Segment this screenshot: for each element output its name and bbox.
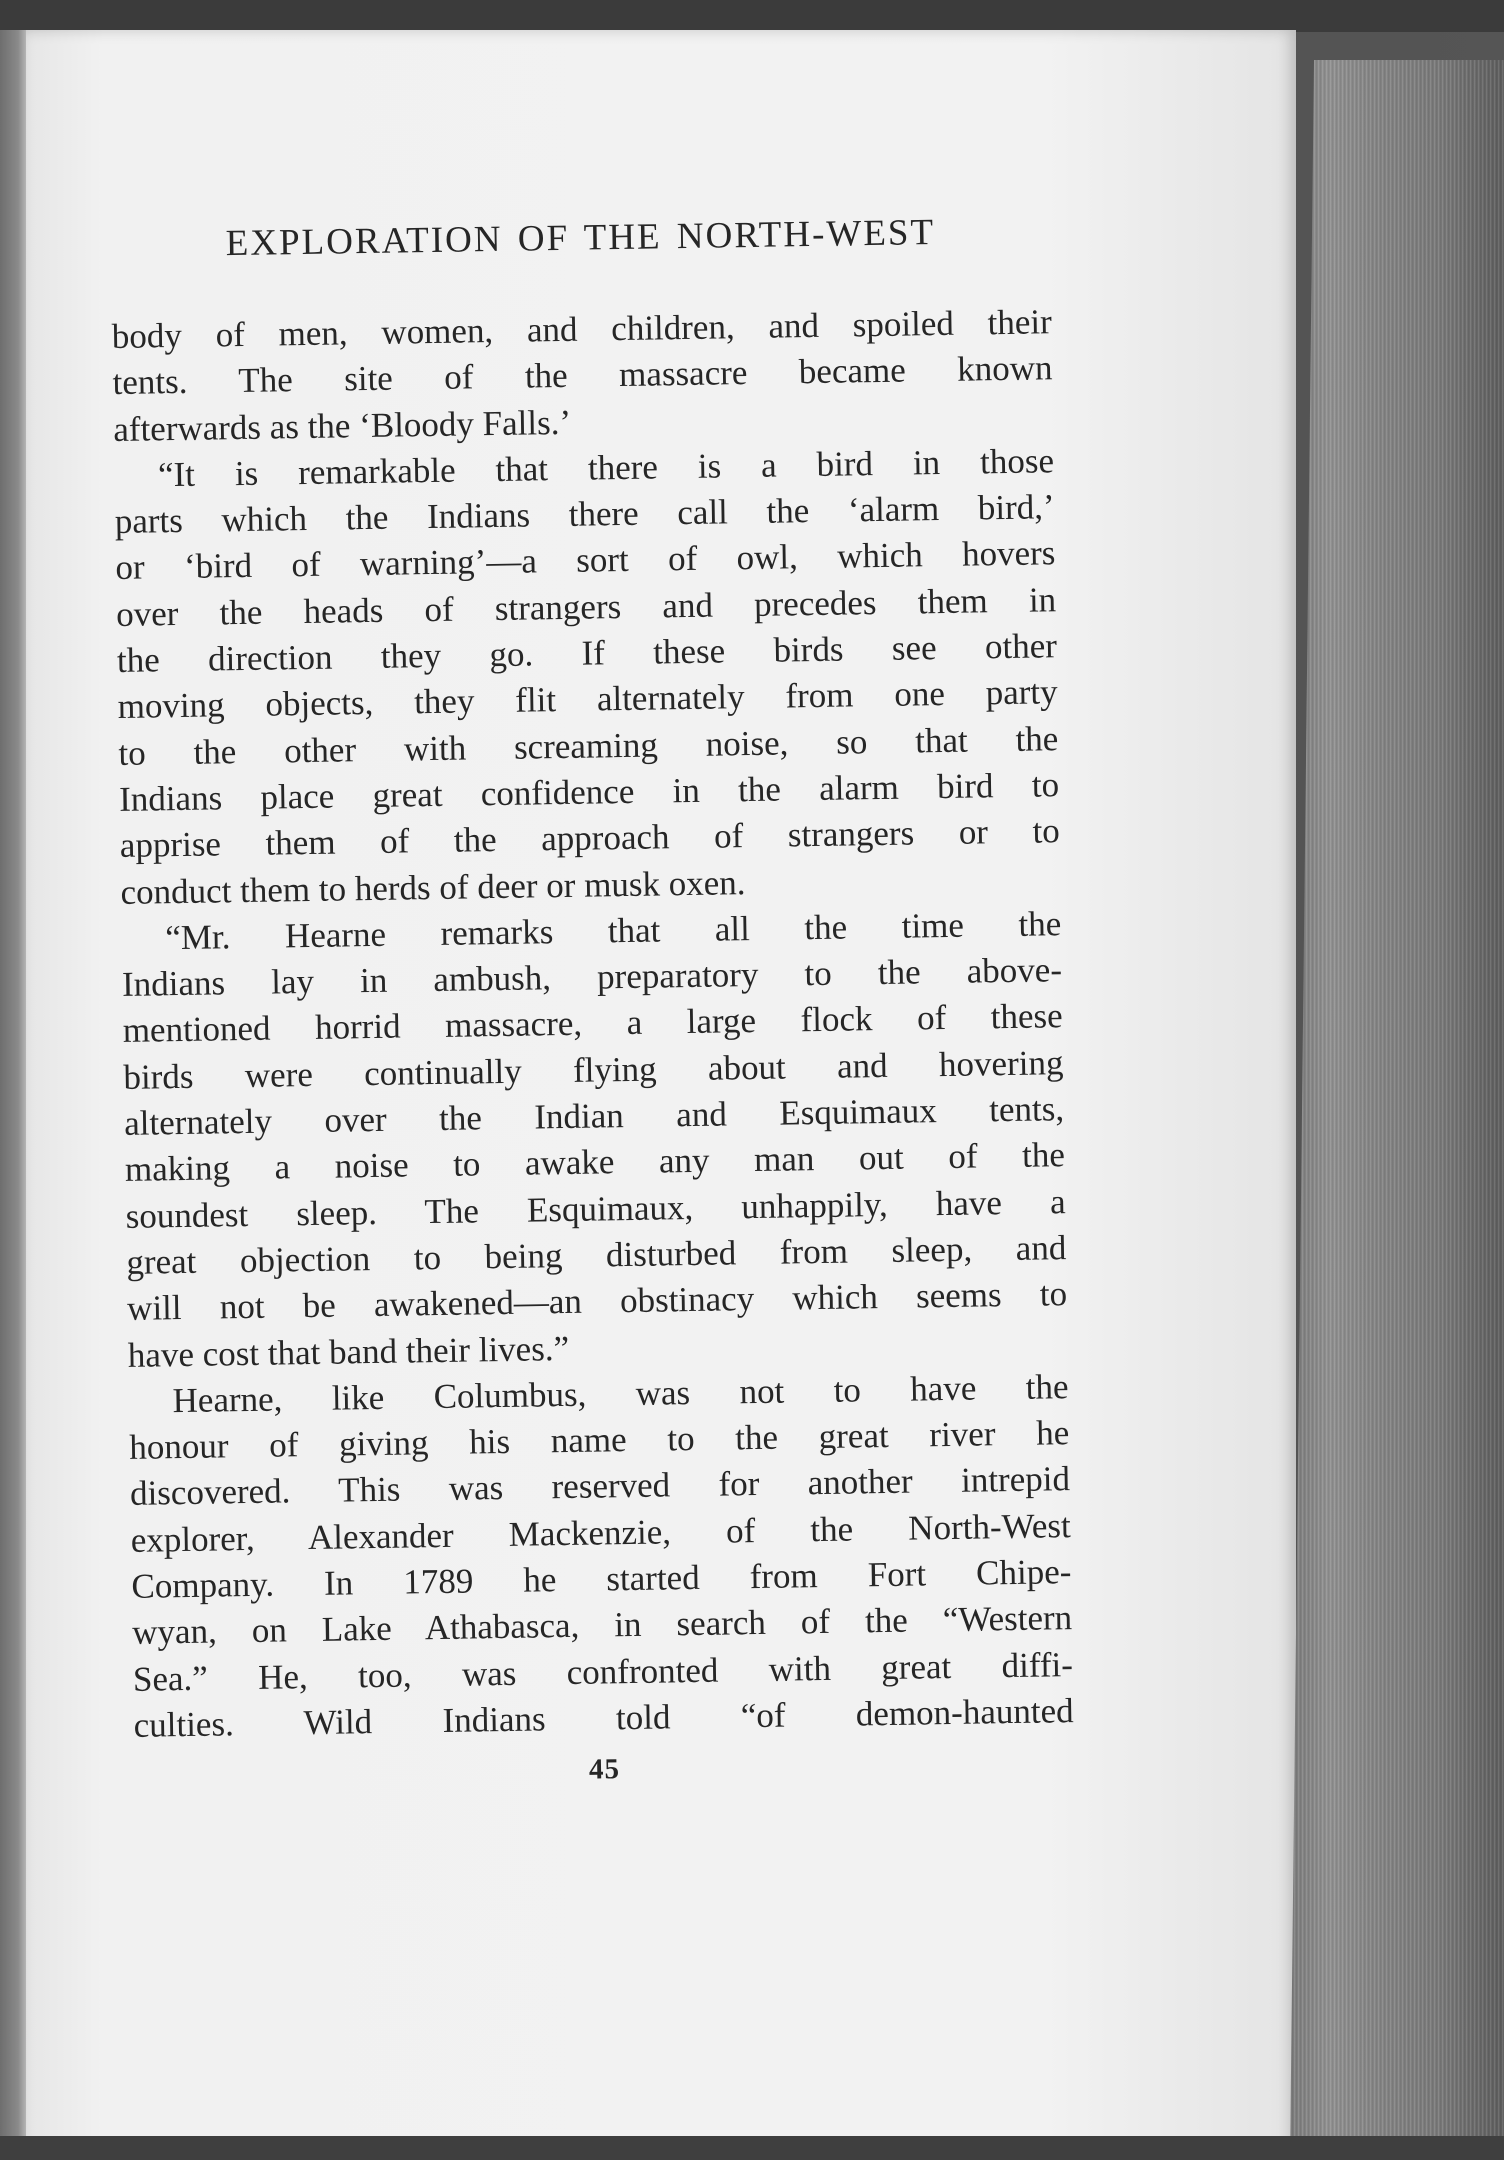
text-line: “Mr. Hearne remarks that all the time the xyxy=(165,904,1062,958)
book-page xyxy=(26,30,1296,2160)
text-line: discovered. This was reserved for another intrepid xyxy=(129,1459,1071,1514)
running-head: EXPLORATION OF THE NORTH-WEST xyxy=(225,212,936,265)
text-line: mentioned horrid massacre, a large flock of these xyxy=(122,996,1063,1051)
text-line: over the heads of strangers and precedes them in xyxy=(115,579,1057,634)
text-line: making a noise to awake any man out of the xyxy=(124,1135,1066,1190)
text-line: or ‘bird of warning’—a sort of owl, which hovers xyxy=(115,533,1056,588)
text-line: culties. Wild Indians told “of demon-haunted xyxy=(133,1690,1074,1745)
text-line: Company. In 1789 he started from Fort Chipe- xyxy=(131,1552,1072,1606)
text-line: Hearne, like Columbus, was not to have the xyxy=(172,1366,1069,1420)
text-line: moving objects, they flit alternately from one party xyxy=(117,672,1058,727)
text-line: alternately over the Indian and Esquimaux tents, xyxy=(123,1089,1065,1143)
text-line: Indians place great confidence in the alarm bird to xyxy=(118,765,1060,819)
text-line: have cost that band their lives.” xyxy=(127,1328,570,1375)
text-line: honour of giving his name to the great river he xyxy=(129,1413,1070,1467)
text-line: wyan, on Lake Athabasca, in search of the “Western xyxy=(131,1598,1073,1653)
text-line: “It is remarkable that there is a bird in those xyxy=(157,441,1055,495)
text-line: Indians lay in ambush, preparatory to the above- xyxy=(121,950,1063,1005)
text-line: explorer, Alexander Mackenzie, of the North-West xyxy=(130,1505,1071,1560)
text-line: to the other with screaming noise, so that the xyxy=(118,718,1059,773)
text-line: will not be awakened—an obstinacy which seems to xyxy=(126,1274,1068,1329)
text-line: parts which the Indians there call the ‘alarm bird,’ xyxy=(114,487,1055,542)
top-shadow-strip xyxy=(0,0,1504,32)
text-line: conduct them to herds of deer or musk oxen. xyxy=(120,862,746,912)
bottom-shadow-strip xyxy=(0,2136,1504,2160)
text-line: great objection to being disturbed from sleep, and xyxy=(126,1228,1067,1282)
text-line: birds were continually flying about and hovering xyxy=(123,1042,1064,1097)
text-block xyxy=(110,203,1077,1938)
text-line: tents. The site of the massacre became known xyxy=(112,348,1053,403)
text-line: the direction they go. If these birds see other xyxy=(116,626,1058,681)
text-line: apprise them of the approach of strangers or to xyxy=(119,811,1061,866)
text-line: afterwards as the ‘Bloody Falls.’ xyxy=(113,402,572,449)
text-line: Sea.” He, too, was confronted with great diffi- xyxy=(132,1644,1074,1699)
page-number: 45 xyxy=(588,1753,621,1786)
text-line: body of men, women, and children, and spoiled their xyxy=(111,302,1053,356)
body-text xyxy=(112,299,1074,1749)
text-line: soundest sleep. The Esquimaux, unhappily, have a xyxy=(125,1181,1066,1236)
book-page-edges xyxy=(1290,60,1504,2160)
